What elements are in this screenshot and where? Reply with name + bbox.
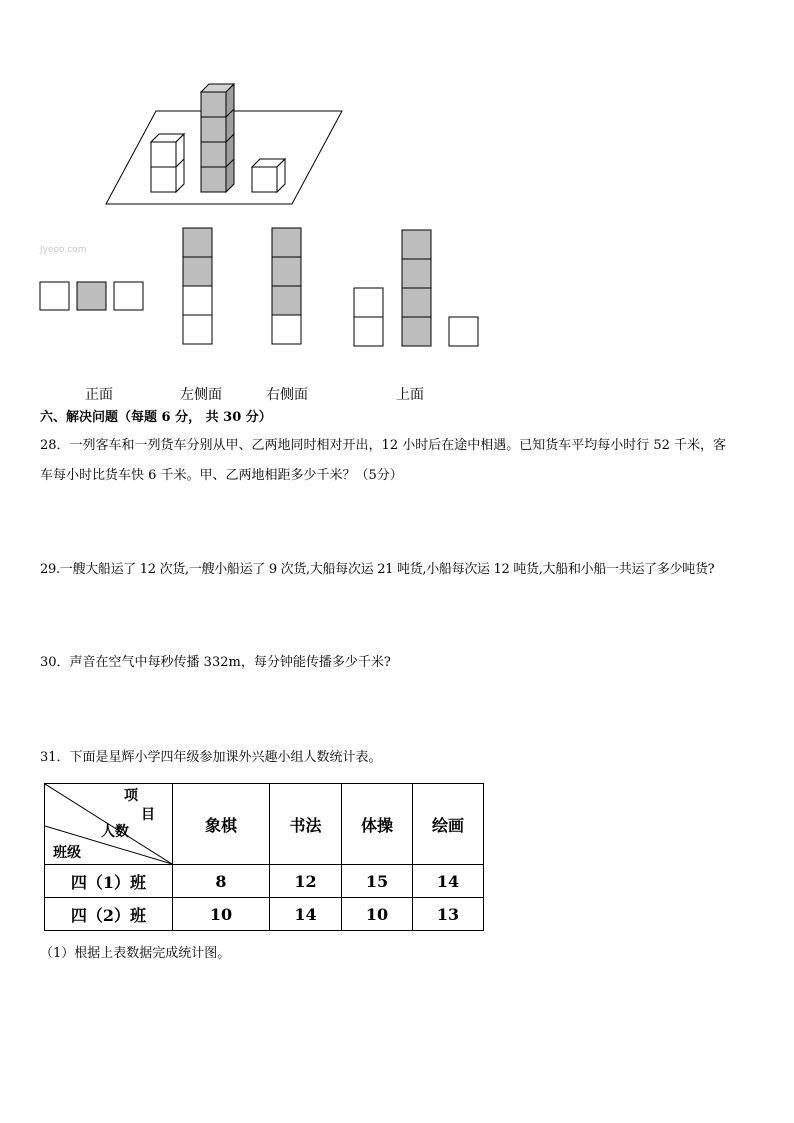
cube-figure (100, 80, 350, 210)
table-row (45, 898, 484, 931)
question-31: 31．下面是星辉小学四年级参加课外兴趣小组人数统计表。 (40, 750, 382, 765)
table-cell: 14 (413, 865, 484, 898)
row-label: 四（2）班 (45, 898, 173, 931)
table-cell: 14 (270, 898, 342, 931)
table-corner-cell (45, 784, 173, 865)
corner-item-label: 项 (124, 788, 138, 804)
label-top: 上面 (396, 387, 424, 403)
section-title: 六、解决问题（每题 6 分， 共 30 分） (40, 410, 272, 425)
table-cell: 15 (342, 865, 413, 898)
subquestion-1: （1）根据上表数据完成统计图。 (40, 946, 231, 961)
top-view (354, 230, 478, 346)
table-cell: 10 (342, 898, 413, 931)
table-cell: 8 (173, 865, 270, 898)
left-cube-stack (151, 134, 184, 192)
corner-class-label: 班级 (53, 845, 81, 861)
row-label: 四（1）班 (45, 865, 173, 898)
header-calligraphy: 书法 (270, 784, 342, 865)
right-side-view (272, 228, 301, 344)
table-row (45, 865, 484, 898)
corner-mu-label: 目 (141, 807, 155, 823)
table-cell: 13 (413, 898, 484, 931)
question-29: 29.一艘大船运了 12 次货,一艘小船运了 9 次货,大船每次运 21 吨货,小船每次运 12 吨货,大船和小船一共运了多少吨货? (40, 562, 715, 577)
corner-count-label: 人数 (101, 824, 129, 840)
question-28-line2: 车每小时比货车快 6 千米。甲、乙两地相距多少千米？（5分） (40, 468, 403, 483)
table-header-row (45, 784, 484, 865)
watermark: Jyeoo.com (40, 245, 87, 255)
orthographic-views (38, 226, 483, 348)
question-28-line1: 28．一列客车和一列货车分别从甲、乙两地同时相对开出，12 小时后在途中相遇。已知货车平均每小时行 52 千米，客 (40, 438, 727, 453)
label-right-side: 右侧面 (266, 387, 308, 403)
header-chess: 象棋 (173, 784, 270, 865)
question-30: 30．声音在空气中每秒传播 332m，每分钟能传播多少千米? (40, 655, 391, 670)
right-cube (252, 159, 285, 192)
label-front: 正面 (85, 387, 113, 403)
interest-group-table (44, 783, 484, 931)
left-side-view (183, 228, 212, 344)
header-gymnastics: 体操 (342, 784, 413, 865)
header-painting: 绘画 (413, 784, 484, 865)
table-cell: 10 (173, 898, 270, 931)
middle-cube-stack (201, 84, 234, 192)
table-cell: 12 (270, 865, 342, 898)
front-view (40, 282, 143, 310)
label-left-side: 左侧面 (180, 387, 222, 403)
